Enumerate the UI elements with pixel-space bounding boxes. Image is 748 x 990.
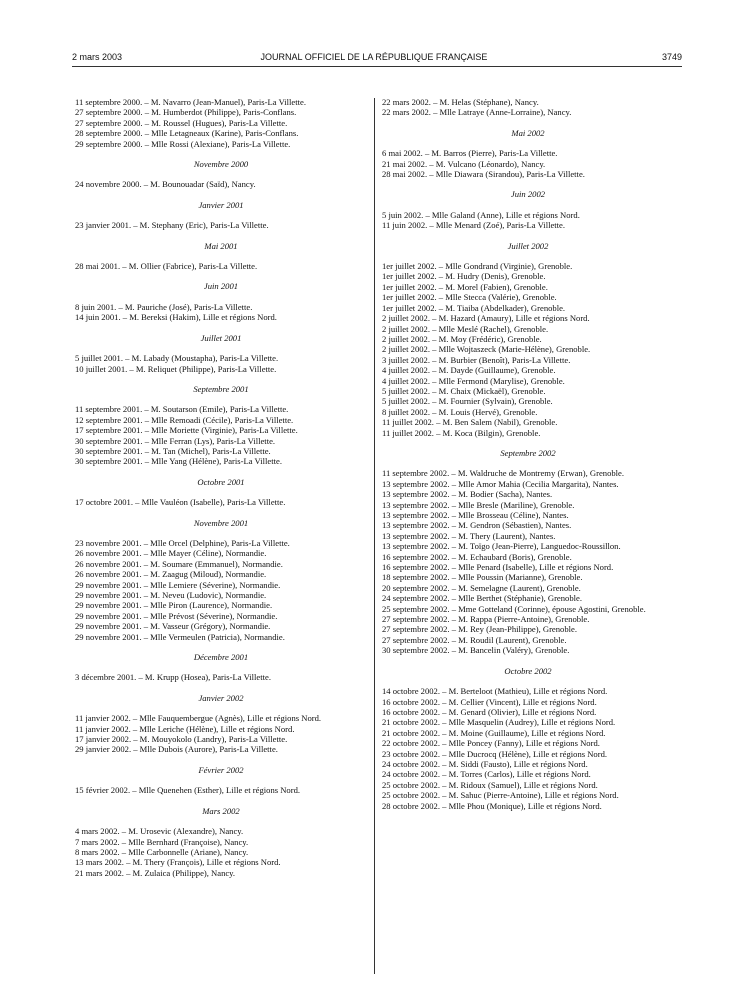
column-rule <box>374 98 375 974</box>
appointment-entry: 23 novembre 2001. – Mlle Orcel (Delphine), Paris-La Villette. <box>75 537 290 548</box>
header-page-number: 3749 <box>661 52 682 62</box>
appointment-entry: 17 janvier 2002. – M. Mouyokolo (Landry), Paris-La Villette. <box>75 734 288 745</box>
section-title: Janvier 2002 <box>198 692 244 703</box>
header-rule <box>72 66 682 67</box>
appointment-entry: 27 septembre 2002. – M. Rey (Jean-Philippe), Grenoble. <box>382 624 577 635</box>
appointment-entry: 16 septembre 2002. – M. Echaubard (Boris), Grenoble. <box>382 551 572 562</box>
appointment-entry: 22 octobre 2002. – Mlle Poncey (Fanny), Lille et régions Nord. <box>382 738 600 749</box>
appointment-entry: 13 septembre 2002. – Mlle Bresle (Mariline), Grenoble. <box>382 499 575 510</box>
appointment-entry: 11 janvier 2002. – Mlle Leriche (Hélène), Lille et régions Nord. <box>75 723 295 734</box>
appointment-entry: 1er juillet 2002. – Mlle Stecca (Valérie), Grenoble. <box>382 292 557 303</box>
appointment-entry: 1er juillet 2002. – M. Morel (Fabien), Grenoble. <box>382 281 548 292</box>
appointment-entry: 8 juin 2001. – M. Pauriche (José), Paris-La Villette. <box>75 301 253 312</box>
appointment-entry: 4 mars 2002. – M. Urosevic (Alexandre), Nancy. <box>75 826 244 837</box>
month-section <box>75 518 367 642</box>
appointment-entry: 17 octobre 2001. – Mlle Vauléon (Isabelle), Paris-La Villette. <box>75 497 286 508</box>
appointment-entry: 13 septembre 2002. – M. Toïgo (Jean-Pierre), Languedoc-Roussillon. <box>382 541 621 552</box>
month-section <box>75 765 367 796</box>
month-section <box>382 189 674 230</box>
appointment-entry: 18 septembre 2002. – Mlle Poussin (Marianne), Grenoble. <box>382 572 583 583</box>
appointment-entry: 27 septembre 2002. – M. Rappa (Pierre-Antoine), Grenoble. <box>382 614 590 625</box>
month-section <box>75 97 367 149</box>
month-section <box>75 384 367 467</box>
appointment-entry: 13 septembre 2002. – M. Gendron (Sébastien), Nantes. <box>382 520 572 531</box>
appointment-entry: 11 juin 2002. – Mlle Menard (Zoé), Paris-La Villette. <box>382 220 566 231</box>
appointment-entry: 27 septembre 2000. – M. Roussel (Hugues), Paris-La Villette. <box>75 117 288 128</box>
section-title: Septembre 2002 <box>500 447 556 458</box>
appointment-entry: 13 septembre 2002. – M. Thery (Laurent), Nantes. <box>382 530 556 541</box>
appointment-entry: 29 novembre 2001. – Mlle Prévost (Séverine), Normandie. <box>75 610 278 621</box>
appointment-entry: 11 janvier 2002. – Mlle Fauquembergue (Agnès), Lille et régions Nord. <box>75 713 322 724</box>
header-date: 2 mars 2003 <box>72 52 123 62</box>
appointment-entry: 28 octobre 2002. – Mlle Phou (Monique), Lille et régions Nord. <box>382 800 602 811</box>
appointment-entry: 23 octobre 2002. – Mlle Ducrocq (Hélène), Lille et régions Nord. <box>382 748 608 759</box>
month-section <box>382 241 674 438</box>
appointment-entry: 24 novembre 2000. – M. Bounouadar (Saïd), Nancy. <box>75 179 256 190</box>
appointment-entry: 29 novembre 2001. – Mlle Piron (Laurence), Normandie. <box>75 600 273 611</box>
appointment-entry: 25 octobre 2002. – M. Ridoux (Samuel), Lille et régions Nord. <box>382 779 598 790</box>
month-section <box>382 666 674 811</box>
appointment-entry: 30 septembre 2002. – M. Bancelin (Valéry), Grenoble. <box>382 645 570 656</box>
appointment-entry: 3 décembre 2001. – M. Krupp (Hosea), Paris-La Villette. <box>75 672 271 683</box>
appointment-entry: 21 octobre 2002. – Mlle Masquelin (Audrey), Lille et régions Nord. <box>382 717 616 728</box>
appointment-entry: 29 septembre 2000. – Mlle Rossi (Alexiane), Paris-La Villette. <box>75 138 291 149</box>
appointment-entry: 5 juillet 2001. – M. Labady (Moustapha), Paris-La Villette. <box>75 353 279 364</box>
section-title: Octobre 2001 <box>197 476 245 487</box>
appointment-entry: 8 juillet 2002. – M. Louis (Hervé), Grenoble. <box>382 406 538 417</box>
appointment-entry: 27 septembre 2002. – M. Roudil (Laurent), Grenoble. <box>382 634 567 645</box>
appointment-entry: 29 novembre 2001. – Mlle Lemiere (Séverine), Normandie. <box>75 579 281 590</box>
appointment-entry: 16 septembre 2002. – Mlle Penard (Isabelle), Lille et régions Nord. <box>382 562 614 573</box>
column-left <box>75 97 367 878</box>
section-title: Mai 2002 <box>511 127 545 138</box>
appointment-entry: 30 septembre 2001. – Mlle Ferran (Lys), Paris-La Villette. <box>75 435 276 446</box>
appointment-entry: 25 septembre 2002. – Mme Gotteland (Corinne), épouse Agostini, Grenoble. <box>382 603 646 614</box>
month-section <box>75 806 367 878</box>
month-section <box>382 128 674 180</box>
month-section <box>75 159 367 190</box>
month-section <box>75 693 367 755</box>
section-title: Juin 2002 <box>510 189 546 200</box>
appointment-entry: 4 juillet 2002. – Mlle Fermond (Marylise), Grenoble. <box>382 375 565 386</box>
appointment-entry: 24 octobre 2002. – M. Torres (Carlos), Lille et régions Nord. <box>382 769 591 780</box>
appointment-entry: 2 juillet 2002. – M. Hazard (Amaury), Lille et régions Nord. <box>382 313 590 324</box>
appointment-entry: 5 juillet 2002. – M. Chaix (Mickaël), Grenoble. <box>382 385 546 396</box>
appointment-entry: 20 septembre 2002. – M. Semelagne (Laurent), Grenoble. <box>382 582 581 593</box>
appointment-entry: 16 octobre 2002. – M. Cellier (Vincent), Lille et régions Nord. <box>382 696 597 707</box>
appointment-entry: 3 juillet 2002. – M. Burbier (Benoît), Paris-La Villette. <box>382 354 571 365</box>
appointment-entry: 5 juillet 2002. – M. Fournier (Sylvain), Grenoble. <box>382 396 553 407</box>
appointment-entry: 5 juin 2002. – Mlle Galand (Anne), Lille et régions Nord. <box>382 209 580 220</box>
section-title: Octobre 2002 <box>504 665 552 676</box>
appointment-entry: 11 septembre 2002. – M. Waldruche de Montremy (Erwan), Grenoble. <box>382 468 625 479</box>
month-section <box>75 241 367 272</box>
appointment-entry: 16 octobre 2002. – M. Genard (Olivier), Lille et régions Nord. <box>382 706 597 717</box>
section-title: Juillet 2002 <box>507 240 549 251</box>
section-title: Mai 2001 <box>204 240 238 251</box>
section-title: Septembre 2001 <box>193 383 249 394</box>
column-right <box>382 97 674 811</box>
appointment-entry: 11 septembre 2000. – M. Navarro (Jean-Manuel), Paris-La Villette. <box>75 97 306 107</box>
appointment-entry: 6 mai 2002. – M. Barros (Pierre), Paris-La Villette. <box>382 148 558 159</box>
appointment-entry: 12 septembre 2001. – Mlle Remoadi (Cécile), Paris-La Villette. <box>75 414 294 425</box>
appointment-entry: 25 octobre 2002. – M. Sahuc (Pierre-Antoine), Lille et régions Nord. <box>382 790 619 801</box>
section-title: Mars 2002 <box>202 805 240 816</box>
appointment-entry: 14 octobre 2002. – M. Berteloot (Mathieu), Lille et régions Nord. <box>382 686 608 697</box>
appointment-entry: 26 novembre 2001. – M. Soumare (Emmanuel), Normandie. <box>75 558 283 569</box>
appointment-entry: 1er juillet 2002. – Mlle Gondrand (Virginie), Grenoble. <box>382 261 573 272</box>
appointment-entry: 11 juillet 2002. – M. Koca (Bilgin), Grenoble. <box>382 427 541 438</box>
appointment-entry: 13 septembre 2002. – Mlle Brosseau (Céline), Nantes. <box>382 510 569 520</box>
month-section <box>75 333 367 374</box>
appointment-entry: 26 novembre 2001. – M. Zaagug (Miloud), Normandie. <box>75 569 267 580</box>
section-title: Novembre 2000 <box>193 159 249 170</box>
month-section <box>382 97 674 118</box>
section-title: Juin 2001 <box>203 281 239 292</box>
appointment-entry: 22 mars 2002. – M. Helas (Stéphane), Nancy. <box>382 97 539 107</box>
appointment-entry: 2 juillet 2002. – M. Moy (Frédéric), Grenoble. <box>382 333 542 344</box>
appointment-entry: 28 mai 2001. – M. Ollier (Fabrice), Paris-La Villette. <box>75 261 258 272</box>
appointment-entry: 29 novembre 2001. – M. Vasseur (Grégory), Normandie. <box>75 621 271 632</box>
appointment-entry: 30 septembre 2001. – Mlle Yang (Hélène), Paris-La Villette. <box>75 456 282 467</box>
section-title: Janvier 2001 <box>198 199 244 210</box>
appointment-entry: 13 septembre 2002. – Mlle Amor Mahia (Cecilia Margarita), Nantes. <box>382 478 619 489</box>
appointment-entry: 11 juillet 2002. – M. Ben Salem (Nabil), Grenoble. <box>382 417 558 428</box>
appointment-entry: 13 mars 2002. – M. Thery (François), Lille et régions Nord. <box>75 857 281 868</box>
appointment-entry: 2 juillet 2002. – Mlle Meslé (Rachel), Grenoble. <box>382 323 549 334</box>
section-title: Février 2002 <box>198 764 244 775</box>
appointment-entry: 23 janvier 2001. – M. Stephany (Eric), Paris-La Villette. <box>75 220 269 231</box>
month-section <box>75 281 367 322</box>
section-title: Novembre 2001 <box>193 517 249 528</box>
appointment-entry: 8 mars 2002. – Mlle Carbonnelle (Ariane), Nancy. <box>75 846 249 857</box>
appointment-entry: 17 septembre 2001. – Mlle Moriette (Virginie), Paris-La Villette. <box>75 425 298 436</box>
appointment-entry: 1er juillet 2002. – M. Hudry (Denis), Grenoble. <box>382 271 546 282</box>
month-section <box>75 477 367 508</box>
appointment-entry: 29 novembre 2001. – Mlle Vermeulen (Patricia), Normandie. <box>75 631 285 642</box>
appointment-entry: 29 novembre 2001. – M. Neveu (Ludovic), Normandie. <box>75 590 267 600</box>
appointment-entry: 13 septembre 2002. – M. Bodier (Sacha), Nantes. <box>382 489 553 500</box>
appointment-entry: 21 mai 2002. – M. Vulcano (Léonardo), Nancy. <box>382 158 546 169</box>
section-title: Décembre 2001 <box>193 652 249 663</box>
appointment-entry: 1er juillet 2002. – M. Tiaiba (Abdelkader), Grenoble. <box>382 302 566 313</box>
month-section <box>382 448 674 656</box>
appointment-entry: 24 octobre 2002. – M. Siddi (Fausto), Lille et régions Nord. <box>382 758 588 769</box>
appointment-entry: 4 juillet 2002. – M. Dayde (Guillaume), Grenoble. <box>382 365 556 376</box>
appointment-entry: 21 octobre 2002. – M. Moine (Guillaume), Lille et régions Nord. <box>382 727 606 738</box>
appointment-entry: 24 septembre 2002. – Mlle Berthet (Stéphanie), Grenoble. <box>382 593 582 604</box>
appointment-entry: 29 janvier 2002. – Mlle Dubois (Aurore), Paris-La Villette. <box>75 744 278 755</box>
appointment-entry: 28 septembre 2000. – Mlle Letagneaux (Karine), Paris-Conflans. <box>75 128 299 139</box>
appointment-entry: 10 juillet 2001. – M. Reliquet (Philippe), Paris-La Villette. <box>75 363 277 374</box>
month-section <box>75 652 367 683</box>
appointment-entry: 22 mars 2002. – Mlle Latraye (Anne-Lorraine), Nancy. <box>382 107 572 118</box>
appointment-entry: 14 juin 2001. – M. Bereksi (Hakim), Lille et régions Nord. <box>75 312 277 323</box>
appointment-entry: 2 juillet 2002. – Mlle Wojtaszeck (Marie-Hélène), Grenoble. <box>382 344 591 355</box>
appointment-entry: 27 septembre 2000. – M. Humberdot (Philippe), Paris-Conflans. <box>75 107 297 118</box>
appointment-entry: 15 février 2002. – Mlle Quenehen (Esther), Lille et régions Nord. <box>75 785 301 796</box>
appointment-entry: 21 mars 2002. – M. Zulaica (Philippe), Nancy. <box>75 867 236 878</box>
appointment-entry: 28 mai 2002. – Mlle Diawara (Sirandou), Paris-La Villette. <box>382 169 585 180</box>
header-title: JOURNAL OFFICIEL DE LA RÉPUBLIQUE FRANÇAISE <box>260 52 488 62</box>
appointment-entry: 7 mars 2002. – Mlle Bernhard (Françoise), Nancy. <box>75 836 249 847</box>
section-title: Juillet 2001 <box>200 332 242 343</box>
appointment-entry: 11 septembre 2001. – M. Soutarson (Emile), Paris-La Villette. <box>75 404 289 415</box>
month-section <box>75 200 367 231</box>
appointment-entry: 26 novembre 2001. – Mlle Mayer (Céline), Normandie. <box>75 548 267 559</box>
appointment-entry: 30 septembre 2001. – M. Tan (Michel), Paris-La Villette. <box>75 445 271 456</box>
